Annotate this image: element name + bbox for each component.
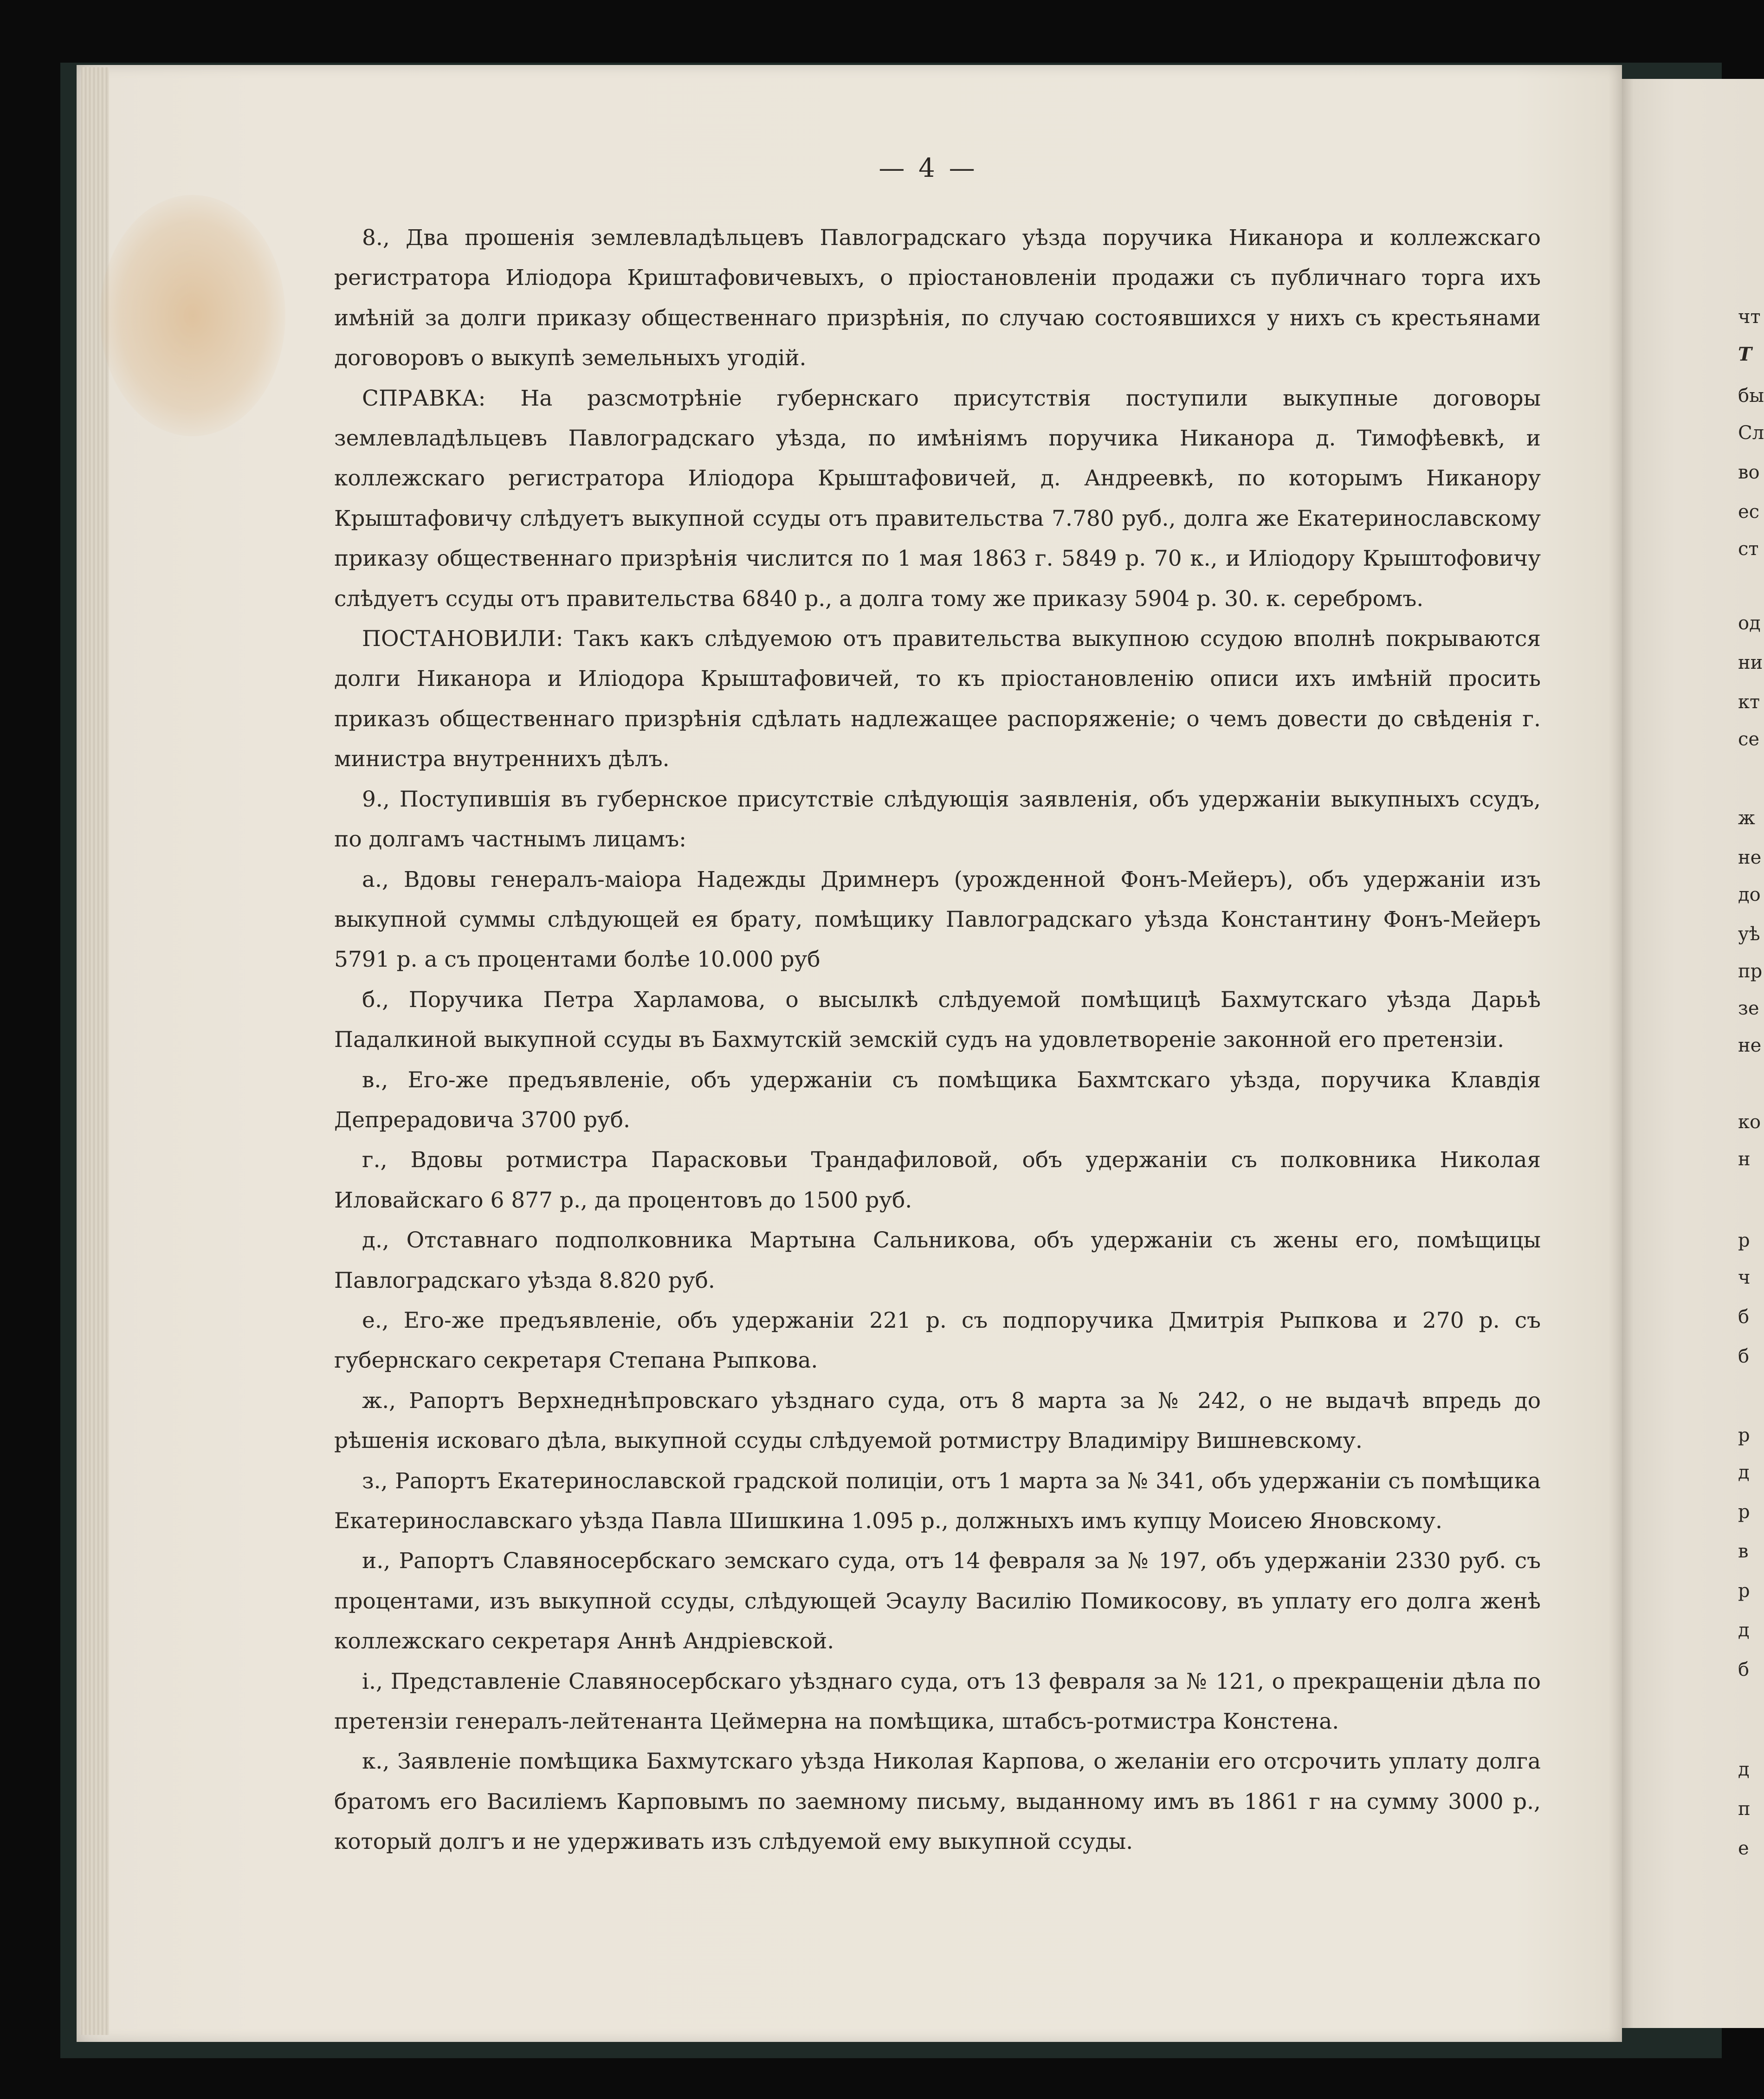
facing-page-fragment: б: [1738, 1346, 1750, 1367]
facing-page-fragment: ч: [1738, 1267, 1751, 1288]
facing-page-fragment: б: [1738, 1659, 1750, 1680]
facing-page-fragment: д: [1738, 1620, 1750, 1641]
facing-page-fragment: Т: [1738, 343, 1752, 365]
facing-page-fragment: не: [1738, 847, 1762, 868]
facing-page-fragment: д: [1738, 1462, 1750, 1483]
facing-page-fragment: Сл: [1738, 422, 1764, 444]
paragraph: і., Представленіе Славяносербскаго уѣзднаго суда, отъ 13 февраля за № 121, о прекращеніи дѣла по претензіи генералъ-лейтенанта Цеймерна на помѣщика, штабсъ-ротмистра Констена.: [334, 1668, 1541, 1735]
paragraph: в., Его-же предъявленіе, объ удержаніи съ помѣщика Бахмтскаго уѣзда, поручика Клавдія Депрерадовича 3700 руб.: [334, 1067, 1541, 1133]
paragraph: е., Его-же предъявленіе, объ удержаніи 221 р. съ подпоручика Дмитрія Рыпкова и 270 р. съ губернскаго секретаря Степана Рыпкова.: [334, 1307, 1541, 1374]
paragraph: а., Вдовы генералъ-маіора Надежды Дримнеръ (урожденной Фонъ-Мейеръ), объ удержаніи изъ выкупной суммы слѣдующей ея брату, помѣщику Павлоградскаго уѣзда Константину Фонъ-Мейеръ 5791 р. а съ процентами болѣе 10.000 руб: [334, 866, 1541, 973]
facing-page-fragment: н: [1738, 1149, 1751, 1170]
facing-page-fragment: до: [1738, 884, 1761, 905]
paragraph: к., Заявленіе помѣщика Бахмутскаго уѣзда Николая Карпова, о желаніи его отсрочить уплату долга братомъ его Василіемъ Карповымъ по заемному письму, выданному имъ въ 1861 г на сумму 3000 р., который долгъ и не удерживать изъ слѣдуемой ему выкупной ссуды.: [334, 1749, 1541, 1855]
facing-page-fragment: уѣ: [1738, 924, 1760, 945]
facing-page-fragment: е: [1738, 1838, 1749, 1859]
page-edges: [81, 67, 109, 2035]
facing-page-fragment: се: [1738, 729, 1760, 750]
facing-page-fragment: зе: [1738, 998, 1759, 1019]
facing-page-fragment: бы: [1738, 385, 1764, 407]
facing-page-fragment: р: [1738, 1501, 1750, 1523]
paragraph: д., Отставнаго подполковника Мартына Сальникова, объ удержаніи съ жены его, помѣщицы Павлоградскаго уѣзда 8.820 руб.: [334, 1227, 1541, 1293]
facing-page-fragment: не: [1738, 1035, 1762, 1056]
paragraph: б., Поручика Петра Харламова, о высылкѣ слѣдуемой помѣщицѣ Бахмутскаго уѣзда Дарьѣ Падалкиной выкупной ссуды въ Бахмутскій земскій судъ на удовлетвореніе законной его претензіи.: [334, 987, 1541, 1053]
facing-page-fragment: ст: [1738, 538, 1759, 560]
paragraph: з., Рапортъ Екатеринославской градской полиціи, отъ 1 марта за № 341, объ удержаніи съ помѣщика Екатеринославскаго уѣзда Павла Шишкина 1.095 р., должныхъ имъ купцу Моисею Яновскому.: [334, 1468, 1541, 1534]
facing-page-fragment: п: [1738, 1798, 1751, 1820]
facing-page-fragment: ни: [1738, 652, 1763, 673]
facing-page-fragment: кт: [1738, 691, 1760, 713]
facing-page-fragment: р: [1738, 1425, 1750, 1446]
facing-page-fragment: р: [1738, 1230, 1750, 1251]
facing-page-fragment: во: [1738, 462, 1760, 483]
facing-page-fragment: ко: [1738, 1111, 1761, 1133]
facing-page-fragment: пр: [1738, 961, 1763, 982]
paragraph: СПРАВКА: На разсмотрѣніе губернскаго присутствія поступили выкупные договоры землевладѣльцевъ Павлоградскаго уѣзда, по имѣніямъ поручика Никанора д. Тимофѣевкѣ, и коллежскаго регистратора Иліодора Крыштафовичей, д. Андреевкѣ, по которымъ Никанору Крыштафовичу слѣдуетъ выкупной ссуды отъ правительства 7.780 руб., долга же Екатеринославскому приказу общественнаго призрѣнія числится по 1 мая 1863 г. 5849 р. 70 к., и Иліодору Крыштофовичу слѣдуетъ ссуды отъ правительства 6840 р., а долга тому же приказу 5904 р. 30. к. серебромъ.: [334, 385, 1541, 612]
paragraph: ж., Рапортъ Верхнеднѣпровскаго уѣзднаго суда, отъ 8 марта за № 242, о не выдачѣ впредь до рѣшенія исковаго дѣла, выкупной ссуды слѣдуемой ротмистру Владиміру Вишневскому.: [334, 1388, 1541, 1454]
facing-page-fragment: б: [1738, 1306, 1750, 1328]
facing-page-fragment: р: [1738, 1580, 1750, 1602]
facing-page-fragment: чт: [1738, 306, 1761, 328]
paragraph: ПОСТАНОВИЛИ: Такъ какъ слѣдуемою отъ правительства выкупною ссудою вполнѣ покрываются долги Никанора и Иліодора Крыштафовичей, то къ пріостановленію описи ихъ имѣній просить приказъ общественнаго призрѣнія сдѣлать надлежащее распоряженіе; о чемъ довести до свѣденія г. министра внутреннихъ дѣлъ.: [334, 626, 1541, 772]
paragraph: г., Вдовы ротмистра Парасковьи Трандафиловой, объ удержаніи съ полковника Николая Иловайскаго 6 877 р., да процентовъ до 1500 руб.: [334, 1147, 1541, 1213]
paragraph: 9., Поступившія въ губернское присутствіе слѣдующія заявленія, объ удержаніи выкупныхъ ссудъ, по долгамъ частнымъ лицамъ:: [334, 786, 1541, 853]
facing-page-fragment: од: [1738, 613, 1761, 634]
paper-stain: [100, 195, 285, 436]
paragraph: 8., Два прошенія землевладѣльцевъ Павлоградскаго уѣзда поручика Никанора и коллежскаго регистратора Иліодора Криштафовичевыхъ, о пріостановленіи продажи съ публичнаго торга ихъ имѣній за долги приказу общественнаго призрѣнія, по случаю состоявшихся у нихъ съ крестьянами договоровъ о выкупѣ земельныхъ угодій.: [334, 225, 1541, 371]
paragraph: и., Рапортъ Славяносербскаго земскаго суда, отъ 14 февраля за № 197, объ удержаніи 2330 руб. съ процентами, изъ выкупной ссуды, слѣдующей Эсаулу Василію Помикосову, въ уплату его долга женѣ коллежскаго секретаря Аннѣ Андріевской.: [334, 1548, 1541, 1654]
facing-page-fragment: ес: [1738, 501, 1760, 523]
facing-page-fragment: в: [1738, 1541, 1749, 1562]
facing-page-fragment: д: [1738, 1759, 1750, 1780]
facing-page-fragment: ж: [1738, 807, 1755, 829]
page-number: — 4 —: [879, 153, 978, 183]
page-body: [334, 218, 1541, 1862]
